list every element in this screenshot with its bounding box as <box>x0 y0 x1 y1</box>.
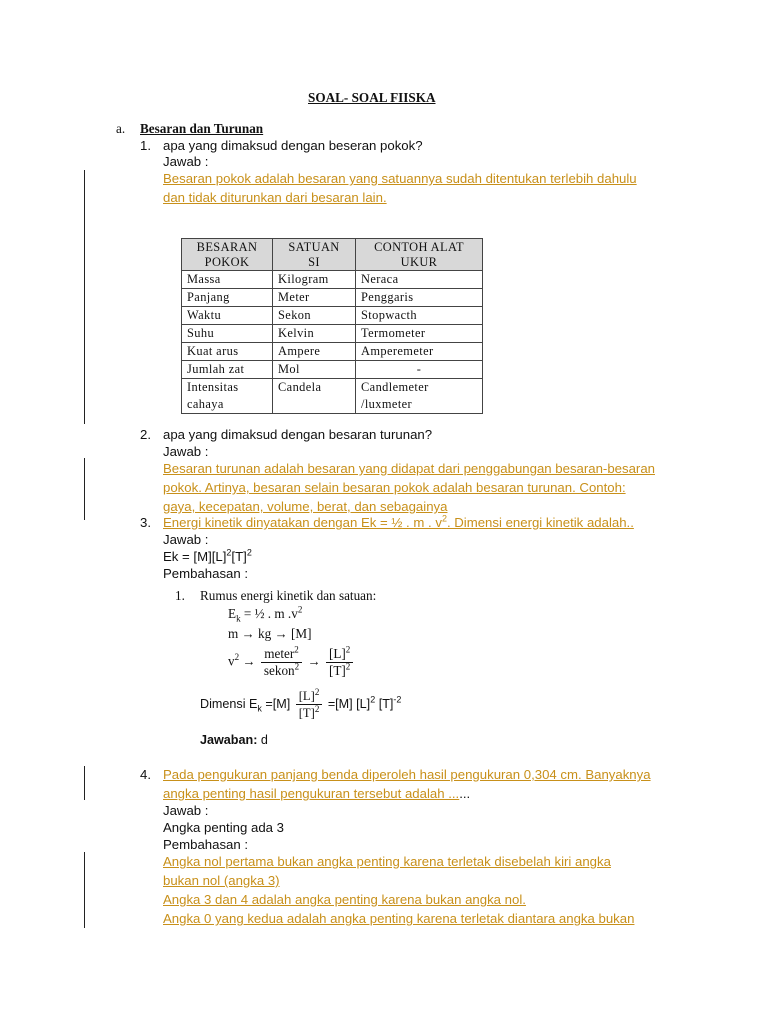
table-header-line: POKOK <box>204 255 250 269</box>
table-cell: Stopwacth <box>356 307 483 325</box>
table-cell: Kuat arus <box>182 343 273 361</box>
jawaban-line <box>200 733 268 747</box>
table-cell: Penggaris <box>356 289 483 307</box>
dimensi-label: Dimensi E <box>200 696 258 711</box>
arrow-icon: → <box>242 653 256 669</box>
dimensi-rhs: =[M] [L] <box>327 696 371 711</box>
arrow-icon: → <box>307 653 321 669</box>
fraction-numerator <box>261 646 302 663</box>
table-cell: Mol <box>273 361 356 379</box>
frac-den-text: [T] <box>328 663 346 678</box>
formula-ek-sub: k <box>236 613 241 624</box>
table-header <box>273 239 356 271</box>
fraction-l-t <box>296 688 323 721</box>
table-header-line: UKUR <box>400 255 438 269</box>
table-row <box>182 361 483 379</box>
table-cell: Kilogram <box>273 271 356 289</box>
q4-number: 4. <box>140 767 151 782</box>
table-cell: - <box>356 361 483 379</box>
table-cell: Kelvin <box>273 325 356 343</box>
q4-explain-line: Angka nol pertama bukan angka penting karena terletak disebelah kiri angka <box>163 854 611 869</box>
formula-v-sup: 2 <box>234 652 240 663</box>
margin-bar <box>84 458 85 520</box>
table-row <box>182 343 483 361</box>
q1-jawab: Jawab : <box>163 154 209 169</box>
formula-ek <box>228 606 302 622</box>
formula-mass: m → kg → [M] <box>228 626 312 641</box>
table-header-line: SI <box>308 255 320 269</box>
frac-num-sup: 2 <box>345 644 351 655</box>
table-cell-line: cahaya <box>187 397 224 411</box>
table-header-row <box>182 239 483 271</box>
fraction-numerator <box>326 646 353 663</box>
table-cell: Massa <box>182 271 273 289</box>
table-cell: Ampere <box>273 343 356 361</box>
q3-answer <box>163 549 252 564</box>
frac-den-text: [T] <box>298 706 315 720</box>
formula-velocity <box>228 646 355 679</box>
formula-ek-e: E <box>228 606 237 621</box>
q3-answer-sup: 2 <box>226 547 232 558</box>
q3-answer-text: Ek = [M][L] <box>163 549 227 564</box>
table-header <box>356 239 483 271</box>
fraction-meter-sekon <box>261 646 302 679</box>
table-cell-line: Intensitas <box>187 380 239 394</box>
table-row <box>182 325 483 343</box>
frac-num-text: [L] <box>328 646 346 661</box>
dimensi-rhs-t-sup: -2 <box>393 694 402 705</box>
table-cell-line: Candlemeter <box>361 380 429 394</box>
table-cell: Panjang <box>182 289 273 307</box>
frac-num-sup: 2 <box>314 686 320 697</box>
formula-ek-sup: 2 <box>297 604 303 615</box>
q4-question-text: angka penting hasil pengukuran tersebut adalah ... <box>163 786 460 801</box>
table-row <box>182 379 483 414</box>
q3-step-text: Rumus energi kinetik dan satuan: <box>200 588 377 603</box>
q2-answer-line: Besaran turunan adalah besaran yang didapat dari penggabungan besaran-besaran <box>163 461 655 476</box>
jawaban-label: Jawaban: <box>200 733 258 747</box>
q1-answer-line: dan tidak diturunkan dari besaran lain. <box>163 190 387 205</box>
q4-question-line <box>163 786 470 801</box>
formula-dimensi <box>200 688 401 721</box>
jawaban-value: d <box>260 733 268 747</box>
q2-number: 2. <box>140 427 151 442</box>
dimensi-rhs-sup: 2 <box>370 694 376 705</box>
q2-question: apa yang dimaksud dengan besaran turunan? <box>163 427 433 442</box>
table-row <box>182 289 483 307</box>
table-cell: Sekon <box>273 307 356 325</box>
q4-explain-line: bukan nol (angka 3) <box>163 873 280 888</box>
q1-answer-line: Besaran pokok adalah besaran yang satuannya sudah ditentukan terlebih dahulu <box>163 171 637 186</box>
q3-step-number: 1. <box>175 588 185 603</box>
q3-question-pre: Energi kinetik dinyatakan dengan Ek = ½ . m . v <box>163 515 442 530</box>
table-header-line: SATUAN <box>288 240 340 254</box>
q4-explain-line: Angka 0 yang kedua adalah angka penting karena terletak diantara angka bukan <box>163 911 635 926</box>
fraction-denominator <box>296 705 323 721</box>
frac-num-text: meter <box>264 646 295 661</box>
table-header <box>182 239 273 271</box>
q3-question <box>163 515 634 530</box>
dimensi-rhs-t: [T] <box>378 696 394 711</box>
frac-den-sup: 2 <box>345 661 351 672</box>
frac-den-sup: 2 <box>314 703 320 714</box>
section-letter: a. <box>116 121 126 136</box>
dimensi-sub: k <box>257 703 262 714</box>
table-cell: Meter <box>273 289 356 307</box>
table-cell: Amperemeter <box>356 343 483 361</box>
frac-den-sup: 2 <box>294 661 300 672</box>
table-cell <box>273 379 356 414</box>
q3-pembahasan: Pembahasan : <box>163 566 249 581</box>
table-cell: Neraca <box>356 271 483 289</box>
frac-den-text: sekon <box>263 663 295 678</box>
frac-num-sup: 2 <box>294 644 299 655</box>
q4-pembahasan: Pembahasan : <box>163 837 249 852</box>
q2-answer-line: gaya, kecepatan, volume, berat, dan sebagainya <box>163 499 448 514</box>
q3-answer-sup: 2 <box>246 547 252 558</box>
table-cell: Suhu <box>182 325 273 343</box>
margin-bar <box>84 170 85 424</box>
q1-question: apa yang dimaksud dengan beseran pokok? <box>163 138 423 153</box>
margin-bar <box>84 766 85 800</box>
fraction-denominator <box>261 663 302 679</box>
table-row <box>182 271 483 289</box>
table-header-line: BESARAN <box>196 240 258 254</box>
table-cell: Waktu <box>182 307 273 325</box>
q3-question-sup: 2 <box>441 513 447 524</box>
frac-num-text: [L] <box>298 689 315 703</box>
dimensi-lhs: =[M] <box>265 696 291 711</box>
q3-answer-mid: [T] <box>231 549 247 564</box>
q3-number: 3. <box>140 515 151 530</box>
fraction-denominator <box>326 663 353 679</box>
q4-jawab: Jawab : <box>163 803 209 818</box>
table-cell: Termometer <box>356 325 483 343</box>
table-cell-line: Candela <box>278 380 322 394</box>
page-title: SOAL- SOAL FIISKA <box>308 90 436 105</box>
fraction-l-t <box>326 646 353 679</box>
q4-explain-line: Angka 3 dan 4 adalah angka penting karena bukan angka nol. <box>163 892 526 907</box>
table-cell-line: /luxmeter <box>361 397 413 411</box>
besaran-table <box>181 238 483 414</box>
section-heading: Besaran dan Turunan <box>140 121 264 136</box>
q4-answer: Angka penting ada 3 <box>163 820 284 835</box>
table-cell: Jumlah zat <box>182 361 273 379</box>
margin-bar <box>84 852 85 928</box>
table-row <box>182 307 483 325</box>
q3-question-post: . Dimensi energi kinetik adalah.. <box>446 515 634 530</box>
table-header-line: CONTOH ALAT <box>374 240 464 254</box>
q4-question-tail: ... <box>459 786 471 801</box>
formula-ek-rhs: = ½ . m .v <box>243 606 298 621</box>
formula-v: v <box>228 653 235 669</box>
table-cell <box>356 379 483 414</box>
fraction-numerator <box>296 688 323 705</box>
q4-question-line: Pada pengukuran panjang benda diperoleh hasil pengukuran 0,304 cm. Banyaknya <box>163 767 651 782</box>
q3-jawab: Jawab : <box>163 532 209 547</box>
table-cell <box>182 379 273 414</box>
q2-answer-line: pokok. Artinya, besaran selain besaran pokok adalah besaran turunan. Contoh: <box>163 480 626 495</box>
q2-jawab: Jawab : <box>163 444 209 459</box>
q1-number: 1. <box>140 138 151 153</box>
